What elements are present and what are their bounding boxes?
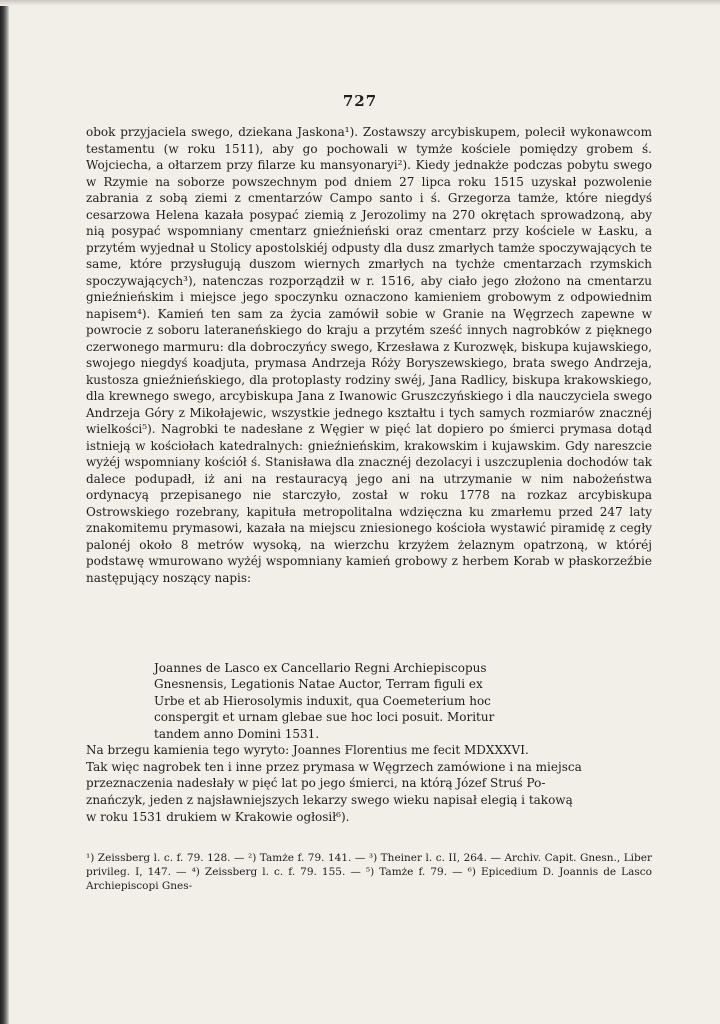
latin-inscription: [154, 660, 520, 742]
closing-line: Tak więc nagrobek ten i inne przez prymasa w Węgrzech zamówione i na miejsca: [86, 759, 582, 774]
footnotes: [86, 852, 652, 893]
closing-line: w roku 1531 drukiem w Krakowie ogłosił⁶).: [86, 809, 350, 824]
inscription-line: Joannes de Lasco ex Cancellario Regni Archiepiscopus: [154, 661, 487, 675]
closing-line: Na brzegu kamienia tego wyryto: Joannes Florentius me fecit MDXXXVI.: [86, 743, 529, 757]
footnotes-text: ¹) Zeissberg l. c. f. 79. 128. — ²) Tamże f. 79. 141. — ³) Theiner l. c. II, 264. — Archiv. Capit. Gnesn., Liber privileg. I, 147. — ⁴) Zeissberg l. c. f. 79. 155. — ⁵) Tamże f. 79. — ⁶) Epicedium D. Joannis de Lasco Archiepiscopi Gnes-: [86, 852, 652, 892]
inscription-line: Gnesnensis, Legationis Natae Auctor, Terram figuli ex: [154, 677, 483, 692]
closing-line: znańczyk, jeden z najsławniejszych lekarzy swego wieku napisał elegią i takową: [86, 793, 573, 808]
closing-paragraph: [86, 742, 652, 826]
inscription-line: Urbe et ab Hierosolymis induxit, qua Coemeterium hoc: [154, 693, 491, 708]
page-number: 727: [342, 92, 378, 110]
inscription-line: conspergit et urnam glebae sue hoc loci posuit. Moritur: [154, 710, 495, 725]
main-paragraph-block: [86, 124, 652, 586]
book-binding-edge: [0, 0, 9, 1024]
page-top-shadow: [0, 0, 720, 6]
inscription-line: tandem anno Domini 1531.: [154, 726, 320, 741]
main-paragraph: obok przyjaciela swego, dziekana Jaskona¹). Zostawszy arcybiskupem, polecił wykonawcom testamentu (w roku 1511), aby go pochowali w tymże kościele pomiędzy grobem ś. Wojciecha, a ołtarzem przy filarze ku mansyonaryi²). Kiedy jednakże podczas pobytu swego w Rzymie na soborze powszechnym pod dniem 27 lipca roku 1515 uzyskał pozwolenie zabrania z sobą ziemi z cmentarzów Campo santo i ś. Grzegorza tamże, które niegdyś cesarzowa Helena kazała posypać ziemią z Jerozolimy na 270 okrętach sprowadzoną, aby nią posypać wspomniany cmentarz gnieźnieński oraz cmentarz przy kościele w Łasku, a przytém wyjednał u Stolicy apostolskiéj odpusty dla dusz zmarłych tamże spoczywających te same, które przysługują duszom wiernych zmarłych na tychże cmentarzach rzymskich spoczywających³), natenczas rozporządził w r. 1516, aby ciało jego złożono na cmentarzu gnieźnieńskim i miejsce jego spoczynku oznaczono kamieniem grobowym z odpowiednim napisem⁴). Kamień ten sam za życia zamówił sobie w Granie na Węgrzech zapewne w powrocie z soboru lateraneńskiego do kraju a przytém sześć innych nagrobków z pięknego czerwonego marmuru: dla dobroczyńcy swego, Krzesława z Kurozwęk, biskupa kujawskiego, swojego niegdyś koadjuta, prymasa Andrzeja Róży Boryszewskiego, brata swego Andrzeja, kustosza gnieźnieńskiego, dla protoplasty rodziny swéj, Jana Radlicy, biskupa krakowskiego, dla krewnego swego, arcybiskupa Jana z Iwanowic Gruszczyńskiego i dla nauczyciela swego Andrzeja Góry z Mikołajewic, wszystkie jednego kształtu i tych samych rozmiarów znacznéj wielkości⁵). Nagrobki te nadesłane z Węgier w pięć lat dopiero po śmierci prymasa dotąd istnieją w kościołach katedralnych: gnieźnieńskim, krakowskim i kujawskim. Gdy nareszcie wyżéj wspomniany kościół ś. Stanisława dla znacznéj dezolacyi i uszczuplenia dochodów tak dalece podupadł, iż ani na restauracyą jego ani na utrzymanie w nim nabożeństwa ordynacyą przepisanego nie starczyło, został w roku 1778 na rozkaz arcybiskupa Ostrowskiego rozebrany, kapituła metropolitalna wdzięczna ku zmarłemu przed 247 laty znakomitemu prymasowi, kazała na miejscu zniesionego kościoła wystawić piramidę z cegły palonéj około 8 metrów wysoką, na wierzchu krzyżem żelaznym opatrzoną, w któréj podstawę wmurowano wyżéj wspomniany kamień grobowy z herbem Korab w płaskorzeźbie następujący noszący napis:: [86, 125, 652, 585]
closing-line: przeznaczenia nadesłały w pięć lat po jego śmierci, na którą Józef Struś Po-: [86, 776, 546, 791]
